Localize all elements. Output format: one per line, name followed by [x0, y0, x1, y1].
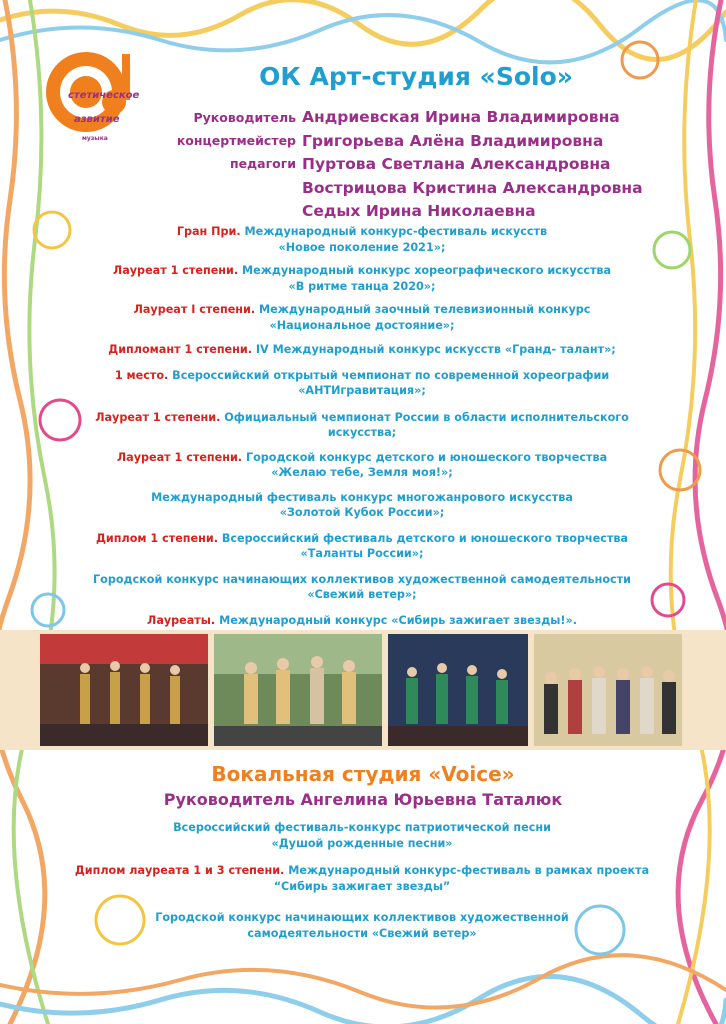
- award-text-2: «Душой рожденные песни»: [271, 836, 453, 850]
- staff-name: Вострицова Кристина Александровна: [302, 178, 643, 197]
- logo-text-top: стетическое: [68, 90, 140, 101]
- award-text: Международный конкурс-фестиваль искусств: [240, 225, 548, 238]
- award-text: Всероссийский фестиваль детского и юношеского творчества: [217, 531, 629, 545]
- award-title: Лауреаты.: [147, 613, 216, 627]
- voice-award-item: [74, 863, 650, 894]
- staff-name: Пуртова Светлана Александровна: [302, 155, 611, 173]
- award-text-2: «В ритме танца 2020»;: [288, 279, 436, 293]
- photo-outdoor-performance: [214, 634, 382, 746]
- award-item: [74, 302, 650, 333]
- staff-name: Андриевская Ирина Владимировна: [302, 108, 620, 126]
- role-item: Руководитель: [193, 110, 296, 125]
- award-item: [74, 368, 650, 399]
- voice-studio-title: Вокальная студия «Voice»: [211, 762, 515, 786]
- award-text: Международный конкурс-фестиваль в рамках проекта: [284, 864, 650, 877]
- studio-logo: [40, 40, 160, 150]
- award-title: Лауреат I степени.: [133, 303, 256, 316]
- staff-name: Григорьева Алёна Владимировна: [302, 131, 604, 150]
- photo-dance-group: [388, 634, 528, 746]
- photo-stage-performance: [40, 634, 208, 746]
- role-item: педагоги: [229, 156, 296, 171]
- award-text: Всероссийский фестиваль-конкурс патриотической песни: [173, 821, 551, 834]
- page-title: ОК Арт-студия «Solo»: [259, 62, 573, 91]
- award-text: Всероссийский открытый чемпионат по современной хореографии: [168, 368, 610, 382]
- voice-award-item: [74, 910, 650, 941]
- photo-group-portrait: [534, 634, 682, 746]
- award-text: Международный фестиваль конкурс многожанрового искусства: [151, 490, 573, 504]
- award-text-2: «Свежий ветер»;: [307, 588, 417, 601]
- voice-awards-list: [74, 820, 650, 941]
- award-text: Официальный чемпионат России в области исполнительского: [220, 410, 629, 424]
- award-text-2: «Золотой Кубок России»;: [279, 506, 445, 519]
- award-text: Международный заочный телевизионный конкурс: [255, 303, 591, 316]
- award-item: [74, 410, 650, 441]
- award-text: Городской конкурс начинающих коллективов художественной: [155, 911, 569, 924]
- award-item: [74, 531, 650, 562]
- award-text: Городской конкурс начинающих коллективов художественной самодеятельности: [93, 572, 631, 586]
- award-text-2: искусства;: [327, 426, 397, 439]
- award-text-2: «Национальное достояние»;: [269, 318, 455, 332]
- staff-names: [302, 106, 682, 224]
- award-item: [74, 490, 650, 521]
- award-title: Лауреат 1 степени.: [116, 450, 243, 464]
- voice-award-item: [74, 820, 650, 851]
- award-title: Лауреат 1 степени.: [95, 410, 221, 424]
- staff-name: Седых Ирина Николаевна: [302, 202, 536, 220]
- awards-list: [74, 224, 650, 628]
- role-item: концертмейстер: [176, 133, 296, 148]
- award-text-2: «Желаю тебе, Земля моя!»;: [271, 466, 453, 479]
- award-text-2: “Сибирь зажигает звезды”: [273, 879, 451, 893]
- staff-roles: [150, 106, 296, 175]
- award-item: [74, 613, 650, 629]
- award-item: [74, 224, 650, 255]
- award-item: [74, 263, 650, 294]
- award-text: IV Международный конкурс искусств «Гранд- талант»;: [251, 343, 616, 356]
- award-text-2: «АНТИгравитация»;: [298, 384, 426, 397]
- award-text: Международный конкурс хореографического искусства: [238, 264, 612, 277]
- voice-studio-head: Руководитель Ангелина Юрьевна Таталюк: [163, 790, 563, 809]
- logo-text-music: музыка: [82, 135, 108, 142]
- logo-text-bottom: азвитие: [74, 114, 120, 125]
- award-text-2: «Новое поколение 2021»;: [278, 240, 446, 254]
- award-title: Лауреат 1 степени.: [112, 264, 239, 277]
- award-item: [74, 342, 650, 358]
- award-text: Международный конкурс «Сибирь зажигает звезды!».: [215, 613, 577, 627]
- award-text-2: самодеятельности «Свежий ветер»: [247, 926, 477, 940]
- award-text: Городской конкурс детского и юношеского творчества: [242, 450, 608, 464]
- award-title: Дипломант 1 степени.: [108, 343, 252, 356]
- award-title: Гран При.: [176, 225, 241, 238]
- award-text-2: «Таланты России»;: [300, 547, 424, 560]
- award-item: [74, 572, 650, 603]
- award-title: 1 место.: [114, 368, 169, 382]
- award-item: [74, 450, 650, 481]
- award-title: Диплом 1 степени.: [95, 531, 218, 545]
- award-title: Диплом лауреата 1 и 3 степени.: [74, 864, 285, 877]
